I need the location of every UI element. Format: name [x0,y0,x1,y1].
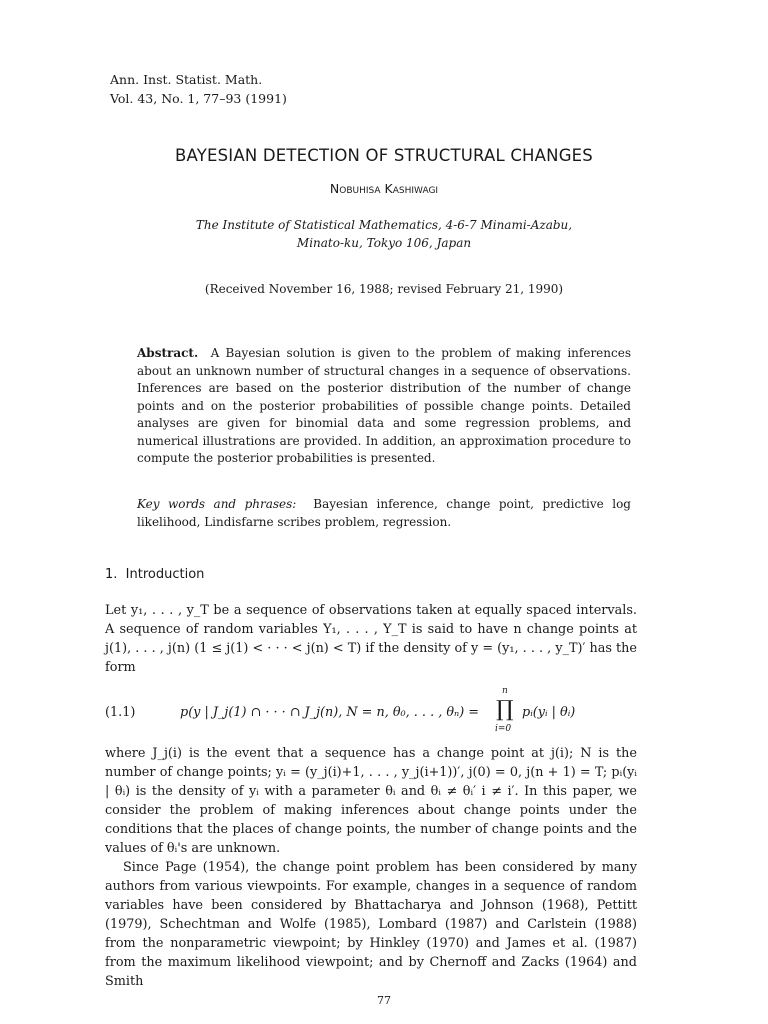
product-upper-limit: n [502,686,508,696]
affiliation-line-2: Minato-ku, Tokyo 106, Japan [296,236,472,250]
section-heading [105,567,204,582]
section-number: 1. [105,567,118,582]
journal-line-2: Vol. 43, No. 1, 77–93 (1991) [110,91,287,106]
paragraph-2: where J_j(i) is the event that a sequence has a change point at j(i); N is the number of change points; yᵢ = (y_j(i)+1, . . . , y_j(i+1))′, j(0) = 0, j(n + 1) = T; pᵢ(yᵢ | θᵢ) is the density of yᵢ with a parameter θᵢ and θᵢ ≠ θᵢ′ i ≠ i′. In this paper, we consider the problem of making inferences about change points under the conditions that the places of change points, the number of change points and the values of θᵢ's are unknown. [105,746,637,856]
section-title: Introduction [125,567,205,582]
abstract-label: Abstract. [137,346,199,360]
paper-title: BAYESIAN DETECTION OF STRUCTURAL CHANGES [175,146,593,165]
affiliation-line-1: The Institute of Statistical Mathematics, 4-6-7 Minami-Azabu, [195,218,573,232]
paragraph-3: Since Page (1954), the change point problem has been considered by many authors from various viewpoints. For example, changes in a sequence of random variables have been considered by Bhattacharya and Johnson (1968), Pettitt (1979), Schechtman and Wolfe (1985), Lombard (1987) and Carlstein (1988) from the nonparametric viewpoint; by Hinkley (1970) and James et al. (1987) from the maximum likelihood viewpoint; and by Chernoff and Zacks (1964) and Smith [105,860,637,989]
abstract-block [137,345,631,468]
equation-rhs: pᵢ(yᵢ | θᵢ) [522,705,576,720]
journal-line-1: Ann. Inst. Statist. Math. [110,72,263,87]
equation-lhs: p(y | J_j(1) ∩ · · · ∩ J_j(n), N = n, θ₀, . . . , θₙ) = [180,705,480,720]
author-name: Nobuhisa Kashiwagi [329,181,439,196]
product-lower-limit: i=0 [495,724,512,734]
keywords-label: Key words and phrases: [137,497,297,511]
paragraph-1: Let y₁, . . . , y_T be a sequence of observations taken at equally spaced intervals. A sequence of random variables Y₁, . . . , Y_T is said to have n change points at j(1), . . . , j(n) (1 ≤ j(1) < · · · < j(n) < T) if the density of y = (y₁, . . . , y_T)′ has the form [105,603,637,675]
equation-number: (1.1) [105,705,136,720]
abstract-text: A Bayesian solution is given to the problem of making inferences about an unknown number of structural changes in a sequence of observations. Inferences are based on the posterior distribution of the number of change points and on the posterior probabilities of possible change points. Detailed analyses are given for binomial data and some regression problems, and numerical illustrations are provided. In addition, an approximation procedure to compute the posterior probabilities is presented. [137,346,631,465]
received-dates: (Received November 16, 1988; revised February 21, 1990) [204,282,564,296]
keywords-text: Bayesian inference, change point, predictive log likelihood, Lindisfarne scribes problem, regression. [137,497,631,529]
page-number: 77 [377,994,391,1007]
journal-citation [110,70,287,108]
keywords-block [137,496,631,531]
product-symbol: ∏ [496,697,514,722]
author-affiliation [0,216,768,252]
